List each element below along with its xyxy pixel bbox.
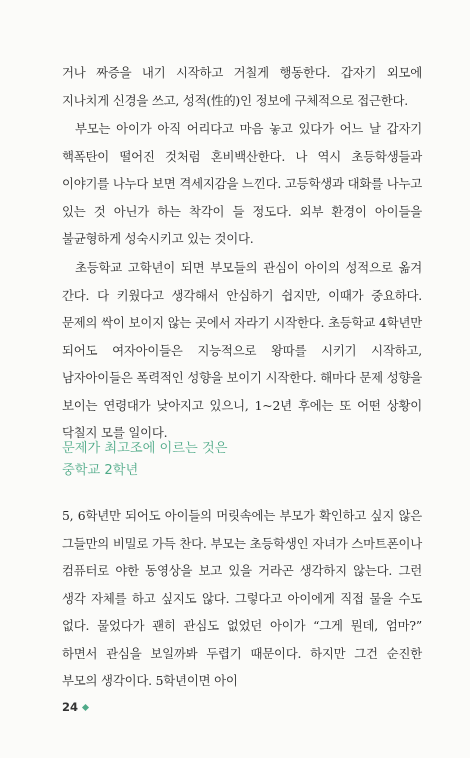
paragraph-1: 거나 짜증을 내기 시작하고 거칠게 행동한다. 갑자기 외모에 지나치게 신경을 쓰고, 성적(性的)인 정보에 구체적으로 접근한다. xyxy=(62,65,422,108)
page-number: 24 xyxy=(62,700,79,714)
diamond-ornament-icon xyxy=(82,704,89,711)
paragraph-3: 초등학교 고학년이 되면 부모들의 관심이 아이의 성적으로 옮겨 간다. 다 키웠다고 생각해서 안심하기 쉽지만, 이때가 중요하다. 문제의 싹이 보이지 않는 곳에서 자라기 시작한다. 초등학교 4학년만 되어도 여자아이들은 지능적으로 왕따를 시키기 시작하고, 남자아이들은 폭력적인 성향을 보이기 시작한다. 해마다 문제 성향을 보이는 연령대가 낮아지고 있으니, 1~2년 후에는 또 어떤 상황이 닥칠지 모를 일이다. xyxy=(62,260,422,440)
paragraph-2: 부모는 아이가 아직 어리다고 마음 놓고 있다가 어느 날 갑자기 핵폭탄이 떨어진 것처럼 혼비백산한다. 나 역시 초등학생들과 이야기를 나누다 보면 격세지감을 느낀다. 고등학생과 대화를 나누고 있는 것 아닌가 하는 착각이 들 정도다. 외부 환경이 아이들을 불균형하게 성숙시키고 있는 것이다. xyxy=(62,121,422,246)
section-heading-line-1: 문제가 최고조에 이르는 것은 xyxy=(62,441,228,456)
paragraph-4: 5, 6학년만 되어도 아이들의 머릿속에는 부모가 확인하고 싶지 않은 그들만의 비밀로 가득 찬다. 부모는 초등학생인 자녀가 스마트폰이나 컴퓨터로 야한 동영상을 보고 있을 거라곤 생각하지 않는다. 그런 생각 자체를 하고 싶지도 않다. 그렇다고 아이에게 직접 물을 수도 없다. 물었다가 괜히 관심도 없었던 아이가 “그게 뭔데, 엄마?” 하면서 관심을 보일까봐 두렵기 때문이다. 하지만 그건 순진한 부모의 생각이다. 5학년이면 아이 xyxy=(62,508,422,688)
section-heading-line-2: 중학교 2학년 xyxy=(62,463,139,478)
section-heading xyxy=(62,438,422,482)
